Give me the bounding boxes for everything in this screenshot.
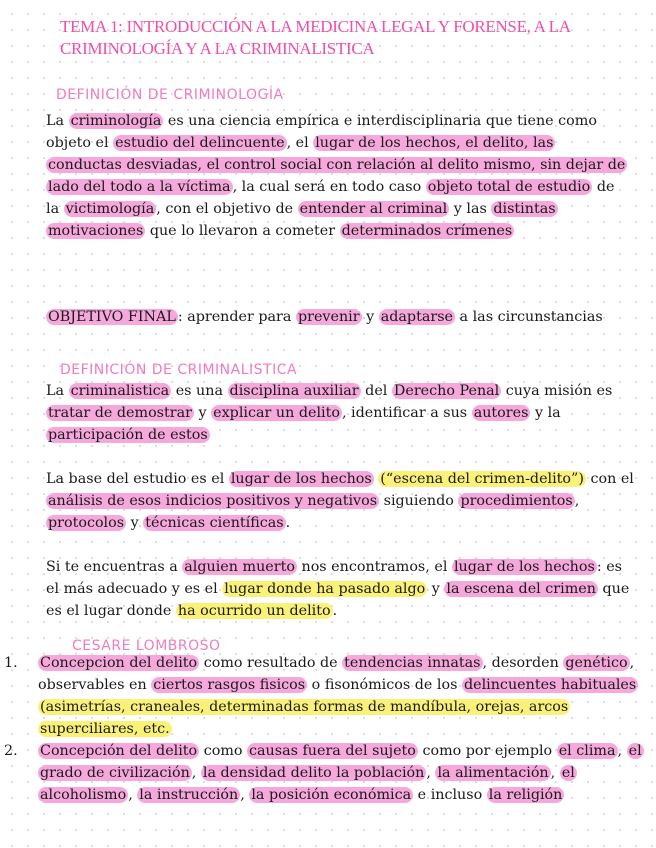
criminalistica-heading: DEFINICIÓN DE CRIMINALISTICA bbox=[60, 362, 298, 378]
list-item: 2. Concepción del delito como causas fuera del sujeto como por ejemplo el clima , el grado de civilización , la densidad delito la población , la alimentación , el alcoholismo , la instrucción , la posición económica e incluso la religión bbox=[4, 743, 642, 803]
page-title: TEMA 1: INTRODUCCIÓN A LA MEDICINA LEGAL Y FORENSE, A LA CRIMINOLOGÍA Y A LA CRIMINALISTICA bbox=[60, 17, 570, 58]
objetivo-final: OBJETIVO FINAL : aprender para prevenir y adaptarse a las circunstancias bbox=[48, 309, 603, 325]
criminalistica-base: La base del estudio es el lugar de los hechos (“escena del crimen-delito”) con el análisis de esos indicios positivos y negativos siguiendo procedimientos , protocolos y técnicas científicas . bbox=[46, 471, 634, 531]
lombroso-heading: CESARE LOMBROSO bbox=[72, 638, 221, 654]
lombroso-list bbox=[0, 652, 652, 806]
criminologia-heading: DEFINICIÓN DE CRIMINOLOGÍA bbox=[56, 87, 284, 103]
criminalistica-definition: La criminalistica es una disciplina auxiliar del Derecho Penal cuya misión es tratar de demostrar y explicar un delito , identificar a sus autores y la participación de estos bbox=[46, 383, 613, 443]
criminologia-definition: La criminología es una ciencia empírica e interdisciplinaria que tiene como objeto el estudio del delincuente , el lugar de los hechos, el delito, las conductas desviadas, el control social con relación al delito mismo, sin dejar de lado del todo a la víctima , la cual será en todo caso objeto total de estudio de la victimología , con el objetivo de entender al criminal y las distintas motivaciones que lo llevaron a cometer determinados crímenes bbox=[46, 113, 626, 239]
lugar-de-los-hechos: Si te encuentras a alguien muerto nos encontramos, el lugar de los hechos : es el más adecuado y es el lugar donde ha pasado algo y la escena del crimen que es el lugar donde ha ocurrido un delito . bbox=[46, 559, 630, 619]
list-item: 1. Concepcion del delito como resultado de tendencias innatas , desorden genético , observables en ciertos rasgos fisicos o fisonómicos de los delincuentes habituales (asimetrías, craneales, determinadas formas de mandíbula, orejas, arcos superciliares, etc. bbox=[4, 655, 637, 737]
